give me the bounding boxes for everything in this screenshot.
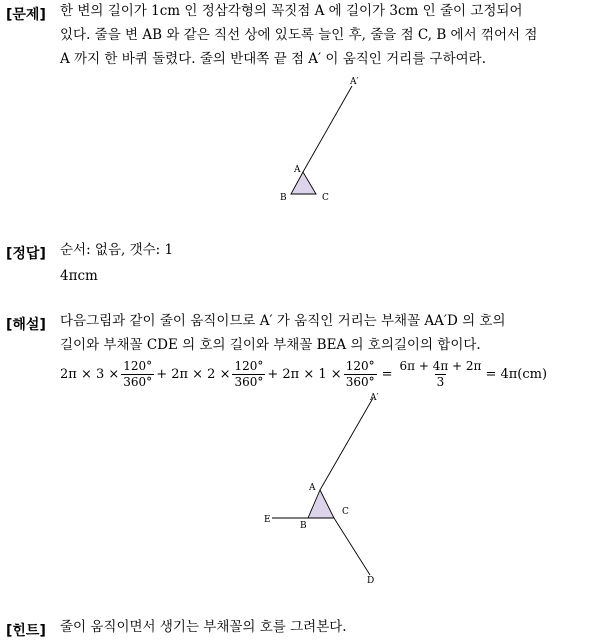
label-a: A: [309, 483, 316, 493]
string-line: [303, 86, 352, 172]
answer-line: 순서: 없음, 갯수: 1: [60, 242, 174, 258]
formula-term: =: [381, 366, 393, 382]
explanation-label: [해설]: [6, 317, 46, 333]
explanation-text: [60, 309, 506, 357]
answer-label: [정답]: [6, 246, 46, 262]
fraction-denominator: 360°: [234, 374, 264, 389]
fraction: [398, 359, 484, 390]
formula: [60, 354, 547, 394]
triangle-abc: [291, 172, 316, 194]
label-b: B: [300, 521, 307, 531]
hint-label: [힌트]: [6, 623, 46, 639]
fraction-numerator: 120°: [234, 358, 264, 373]
formula-term: + 2π × 2 ×: [156, 366, 231, 382]
explanation-figure: [260, 390, 390, 590]
label-e: E: [264, 515, 271, 525]
formula-term: 2π × 3 ×: [60, 366, 120, 382]
problem-line: 한 변의 길이가 1cm 인 정삼각형의 꼭짓점 A 에 길이가 3cm 인 줄이 고정되어: [60, 3, 523, 19]
answer-text: [60, 238, 173, 288]
label-a-prime: A′: [350, 77, 359, 87]
problem-line: 있다. 줄을 변 AB 와 같은 직선 상에 있도록 늘인 후, 줄을 점 C, B 에서 꺾어서 점: [60, 27, 538, 43]
label-c: C: [342, 507, 349, 517]
answer-value: 4πcm: [60, 268, 98, 284]
problem-figure: [270, 70, 359, 210]
fraction: [121, 359, 154, 390]
explanation-line: 다음그림과 같이 줄이 움직이므로 A′ 가 움직인 거리는 부채꼴 AA′D 의 호의: [60, 313, 506, 329]
label-a: A: [294, 165, 301, 175]
label-c: C: [322, 193, 329, 203]
fraction-denominator: 3: [436, 374, 445, 389]
fraction-numerator: 6π + 4π + 2π: [399, 358, 482, 373]
problem-line: A 까지 한 바퀴 돌렸다. 줄의 반대쪽 끝 점 A′ 이 움직인 거리를 구하여라.: [60, 51, 486, 67]
fraction: [232, 359, 265, 390]
problem-label: [문제]: [6, 7, 46, 23]
label-a-prime: A′: [370, 393, 379, 403]
label-b: B: [280, 193, 287, 203]
hint-text: 줄이 움직이면서 생기는 부채꼴의 호를 그려본다.: [60, 619, 347, 635]
explanation-line: 길이와 부채꼴 CDE 의 호의 길이와 부채꼴 BEA 의 호의길이의 합이다.: [60, 337, 481, 353]
problem-text: [60, 0, 537, 71]
line-c-d: [334, 518, 370, 575]
fraction: [344, 359, 377, 390]
triangle-abc: [308, 490, 334, 518]
fraction-numerator: 120°: [123, 358, 153, 373]
label-d: D: [367, 576, 375, 586]
formula-term: + 2π × 1 ×: [267, 366, 342, 382]
formula-term: = 4π(cm): [485, 366, 548, 382]
line-a-aprime: [320, 398, 373, 490]
fraction-denominator: 360°: [345, 374, 375, 389]
fraction-denominator: 360°: [123, 374, 153, 389]
fraction-numerator: 120°: [345, 358, 375, 373]
